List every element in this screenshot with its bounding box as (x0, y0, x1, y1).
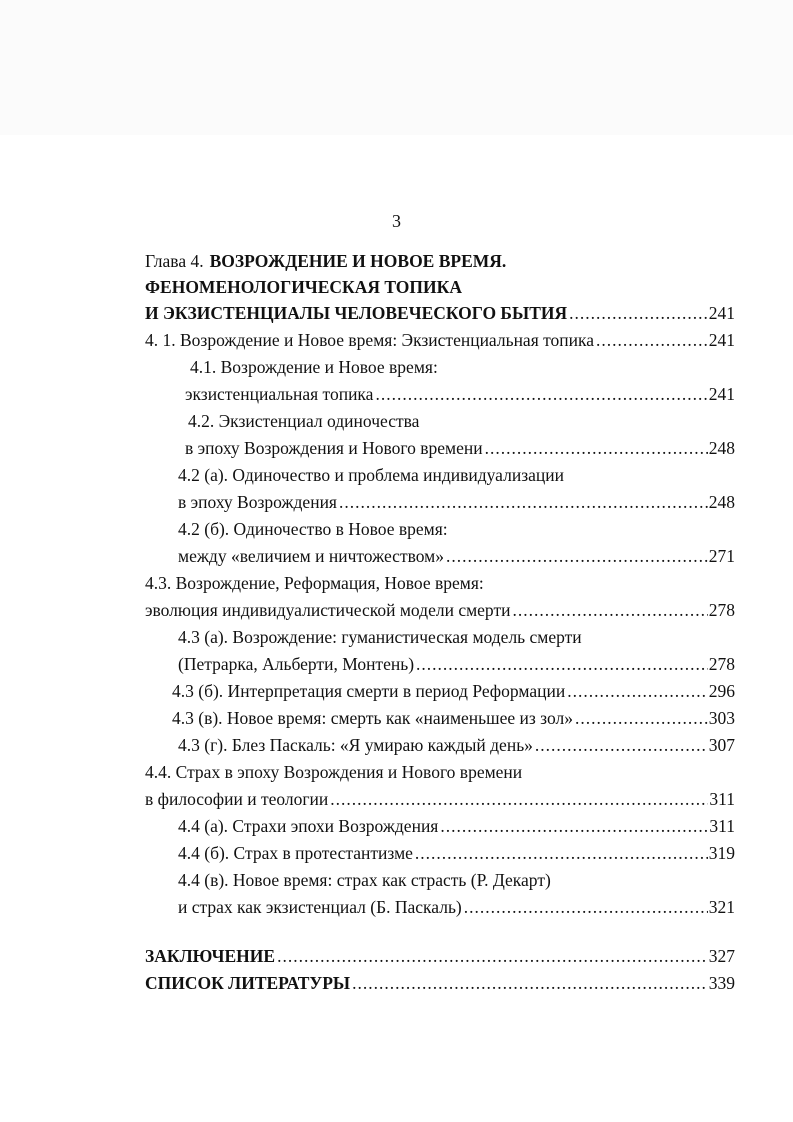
toc-entry-page: 311 (709, 816, 735, 836)
toc-entry-text: 4.3 (а). Возрождение: гуманистическая модель смерти (178, 627, 582, 647)
leader-dots (416, 651, 708, 677)
toc-entry (178, 651, 735, 677)
chapter-heading-line-2 (145, 274, 462, 300)
leader-dots (339, 489, 708, 515)
toc-entry-page: 319 (708, 843, 735, 863)
toc-entry-text: эволюция индивидуалистической модели смерти (145, 600, 511, 620)
leader-dots (512, 597, 707, 623)
toc-entry-page: 311 (709, 789, 735, 809)
toc-entry (178, 867, 551, 893)
toc-entry-text: 4.2 (б). Одиночество в Новое время: (178, 519, 448, 539)
chapter-heading-line-1 (145, 248, 506, 274)
toc-entry (145, 597, 735, 623)
toc-entry (185, 435, 735, 461)
toc-entry-text: ЗАКЛЮЧЕНИЕ (145, 946, 276, 966)
leader-dots (440, 813, 708, 839)
toc-entry (185, 381, 735, 407)
toc-entry-text: 4.1. Возрождение и Новое время: (190, 357, 438, 377)
toc-entry-page: 278 (708, 654, 735, 674)
toc-entry-page: 271 (708, 546, 735, 566)
toc-entry (178, 543, 735, 569)
toc-entry (188, 408, 419, 434)
leader-dots (415, 840, 708, 866)
leader-dots (575, 705, 708, 731)
toc-entry-page: 248 (708, 492, 735, 512)
toc-entry-text: 4.4 (в). Новое время: страх как страсть (Р. Декарт) (178, 870, 551, 890)
chapter-heading-line-3 (145, 300, 735, 326)
toc-entry (190, 354, 438, 380)
toc-entry (145, 786, 735, 812)
toc-entry-page: 327 (708, 946, 735, 966)
toc-entry-page: 321 (708, 897, 735, 917)
leader-dots (277, 943, 708, 969)
toc-entry-text: 4.3 (б). Интерпретация смерти в период Реформации (172, 681, 566, 701)
toc-bibliography (145, 970, 735, 996)
chapter-title-line-3: И ЭКЗИСТЕНЦИАЛЫ ЧЕЛОВЕЧЕСКОГО БЫТИЯ (145, 303, 568, 323)
toc-entry-text: 4.3. Возрождение, Реформация, Новое время: (145, 573, 484, 593)
toc-entry-text: (Петрарка, Альберти, Монтень) (178, 654, 415, 674)
toc-entry (178, 732, 735, 758)
toc-entry-page: 248 (708, 438, 735, 458)
toc-entry (178, 840, 735, 866)
toc-entry (178, 462, 564, 488)
leader-dots (446, 543, 708, 569)
toc-entry-text: и страх как экзистенциал (Б. Паскаль) (178, 897, 462, 917)
leader-dots (569, 300, 708, 326)
toc-entry-text: 4.4 (б). Страх в протестантизме (178, 843, 413, 863)
toc-entry-page: 307 (708, 735, 735, 755)
leader-dots (330, 786, 708, 812)
toc-entry-text: 4.4. Страх в эпоху Возрождения и Нового времени (145, 762, 523, 782)
toc-entry-text: экзистенциальная топика (185, 384, 374, 404)
toc-entry-page: 278 (708, 600, 735, 620)
chapter-title-line-1: ВОЗРОЖДЕНИЕ И НОВОЕ ВРЕМЯ. (209, 251, 507, 271)
toc-entry-text: 4.4 (а). Страхи эпохи Возрождения (178, 816, 439, 836)
toc-entry-text: между «величием и ничтожеством» (178, 546, 444, 566)
leader-dots (567, 678, 708, 704)
page-number: 3 (392, 211, 401, 231)
toc-entry-text: 4.3 (в). Новое время: смерть как «наименьшее из зол» (172, 708, 573, 728)
chapter-title-line-2: ФЕНОМЕНОЛОГИЧЕСКАЯ ТОПИКА (145, 277, 462, 297)
toc-entry-page: 241 (708, 384, 735, 404)
toc-entry-text: в философии и теологии (145, 789, 329, 809)
toc-entry-text: 4.2. Экзистенциал одиночества (188, 411, 420, 431)
toc-entry-text: в эпоху Возрождения и Нового времени (185, 438, 483, 458)
toc-entry (178, 894, 735, 920)
chapter-prefix: Глава 4. (145, 251, 204, 271)
toc-entry-text: 4.2 (а). Одиночество и проблема индивидуализации (178, 465, 564, 485)
toc-entry-page: 303 (708, 708, 735, 728)
leader-dots (464, 894, 708, 920)
leader-dots (352, 970, 708, 996)
toc-entry (178, 489, 735, 515)
leader-dots (596, 327, 708, 353)
toc-entry-text: СПИСОК ЛИТЕРАТУРЫ (145, 973, 351, 993)
leader-dots (375, 381, 707, 407)
scan-top-band (0, 0, 793, 135)
toc-entry (145, 570, 484, 596)
chapter-page: 241 (708, 303, 735, 323)
toc-entry (145, 759, 522, 785)
toc-entry-text: 4. 1. Возрождение и Новое время: Экзистенциальная топика (145, 330, 595, 350)
toc-entry-page: 339 (708, 973, 735, 993)
toc-entry-page: 241 (708, 330, 735, 350)
toc-entry-text: в эпоху Возрождения (178, 492, 337, 512)
toc-conclusion (145, 943, 735, 969)
toc-entry (172, 705, 735, 731)
toc-entry-text: 4.3 (г). Блез Паскаль: «Я умираю каждый день» (178, 735, 533, 755)
leader-dots (485, 435, 708, 461)
toc-entry (178, 516, 448, 542)
toc-entry (178, 624, 582, 650)
toc-entry (172, 678, 735, 704)
leader-dots (535, 732, 708, 758)
toc-entry (145, 327, 735, 353)
toc-entry-page: 296 (708, 681, 735, 701)
toc-entry (178, 813, 735, 839)
